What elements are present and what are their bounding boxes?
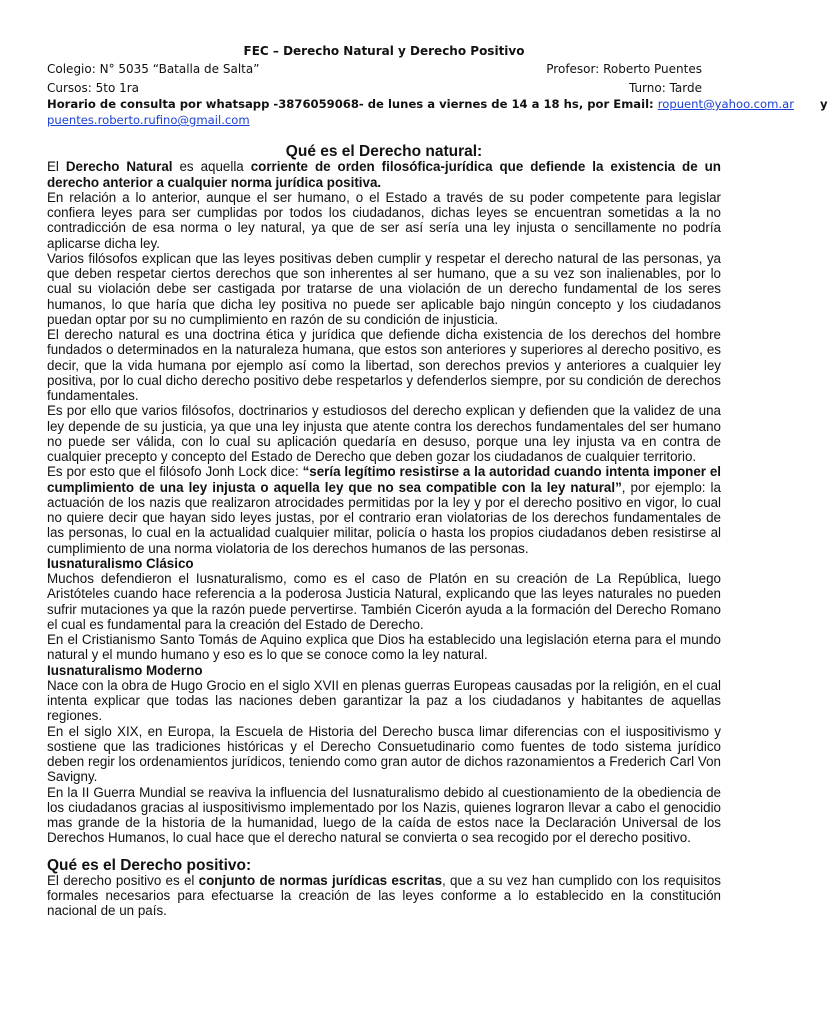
spacer [47, 846, 721, 858]
paragraph: En la II Guerra Mundial se reaviva la influencia del Iusnaturalismo debido al cuestionamiento de la obediencia de los ciudadanos gracias al iuspositivismo implementado por los Nazis, quienes lograron llevar a cabo el genocidio mas grande de la historia de la humanidad, luego de la caída de estos nace la Declaración Universal de los Derechos Humanos, lo cual hace que el derecho natural se convierta o sea recogido por el derecho positivo. [47, 784, 721, 846]
paragraph: En el Cristianismo Santo Tomás de Aquino explica que Dios ha establecido una legislación eterna para el mundo natural y el mundo humano y eso es lo que se conoce como la ley natural. [47, 632, 721, 663]
paragraph: Muchos defendieron el Iusnaturalismo, como es el caso de Platón en su creación de La República, luego Aristóteles cuando hace referencia a la poderosa Justicia Natural, explicando que las leyes naturales no pueden sufrir mutaciones ya que la razón puede pervertirse. También Cicerón ayuda a la formación del Derecho Romano el cual es fundamental para la creación del Estado de Derecho. [47, 571, 721, 632]
paragraph: El derecho natural es una doctrina ética y jurídica que defiende dicha existencia de los derechos del hombre fundados o determinados en la naturaleza humana, que estos son anteriores y superiores al derecho positivo, es decir, que la vida humana por ejemplo así como la libertad, son derechos previos y anteriores a cualquier ley positiva, por lo cual dicho derecho positivo debe respetarlos y defenderlos siempre, por su condición de derechos fundamentales. [47, 327, 721, 403]
header-row-school [47, 62, 702, 76]
section-heading-natural: Qué es el Derecho natural: [285, 143, 483, 160]
document-body [47, 140, 721, 919]
paragraph: Es por ello que varios filósofos, doctrinarios y estudiosos del derecho explican y defienden que la validez de una ley depende de su justicia, ya que una ley injusta que atente contra los derechos fundamentales del ser humano no puede ser válida, con lo cual su aplicación quedaría en desuso, porque una ley injusta va en contra de cualquier precepto y concepto del Estado de Derecho que deben gozar los ciudadanos de cualquier territorio. [47, 403, 721, 464]
email-link-gmail[interactable]: puentes.roberto.rufino@gmail.com [47, 113, 250, 127]
consult-hours [47, 97, 828, 111]
subheading-clasico: Iusnaturalismo Clásico [47, 555, 194, 571]
course-label: Cursos: 5to 1ra [47, 81, 140, 95]
paragraph: Es por esto que el filósofo Jonh Lock dice: “sería legítimo resistirse a la autoridad cuando intenta imponer el cumplimiento de una ley injusta o aquella ley que no sea compatible con la ley natural”, por ejemplo: la actuación de los nazis que realizaron atrocidades permitidas por la ley y por el derecho positivo en vigor, lo cual no quiere decir que hayan sido leyes justas, por el contrario eran violatorias de los derechos fundamentales de las personas, lo cual en la actualidad cualquier militar, policía o hasta los propios ciudadanos deben resistirse al cumplimiento de una norma violatoria de los derechos humanos de las personas. [47, 464, 721, 556]
header-row-course [47, 81, 702, 95]
document-title: FEC – Derecho Natural y Derecho Positivo [243, 44, 525, 58]
section-heading-positivo: Qué es el Derecho positivo: [47, 856, 252, 874]
subheading-moderno: Iusnaturalismo Moderno [47, 662, 203, 678]
shift-label: Turno: Tarde [628, 81, 702, 95]
paragraph: En relación a lo anterior, aunque el ser humano, o el Estado a través de su poder competente para legislar confiera leyes para ser cumplidas por todos los ciudadanos, dichas leyes se encuentran sometidas a la no contradicción de esa norma o ley natural, ya que de ser así sería una ley injusta o sencillamente no podría aplicarse dicha ley. [47, 189, 721, 251]
school-label: Colegio: N° 5035 “Batalla de Salta” [47, 62, 260, 76]
teacher-label: Profesor: Roberto Puentes [546, 62, 702, 76]
consult-text: Horario de consulta por whatsapp -3876059068- de lunes a viernes de 14 a 18 hs, por Email: [47, 97, 654, 111]
conjunction-y: y [820, 97, 828, 111]
paragraph: El derecho positivo es el conjunto de normas jurídicas escritas, que a su vez han cumplido con los requisitos formales necesarios para efectuarse la creación de las leyes conforme a lo establecido en la constitución nacional de un país. [47, 872, 721, 919]
paragraph: Varios filósofos explican que las leyes positivas deben cumplir y respetar el derecho natural de las personas, ya que deben respetar ciertos derechos que son inherentes al ser humano, que a su vez son inalienables, por lo cual su violación debe ser castigada por tratarse de una violación de un derecho fundamental de los seres humanos, lo que haría que dicha ley positiva no puede ser aplicable bajo ningún concepto y los ciudadanos puedan optar por su no cumplimiento en razón de su condición de injusticia. [47, 250, 721, 327]
paragraph: Nace con la obra de Hugo Grocio en el siglo XVII en plenas guerras Europeas causadas por la religión, en el cual intenta explicar que todas las naciones deben garantizar la paz a los ciudadanos y habitantes de aquellas regiones. [47, 677, 721, 724]
email-row [47, 113, 702, 127]
paragraph: El Derecho Natural es aquella corriente de orden filosófica-jurídica que defiende la existencia de un derecho anterior a cualquier norma jurídica positiva. [47, 159, 721, 190]
paragraph: En el siglo XIX, en Europa, la Escuela de Historia del Derecho busca limar diferencias con el iuspositivismo y sostiene que las tradiciones históricas y el Derecho Consuetudinario como fuentes de todo sistema jurídico deben regir los ordenamientos jurídicos, teniendo como gran autor de dichos razonamientos a Frederich Carl Von Savigny. [47, 723, 721, 785]
email-link-yahoo[interactable]: ropuent@yahoo.com.ar [657, 97, 794, 111]
